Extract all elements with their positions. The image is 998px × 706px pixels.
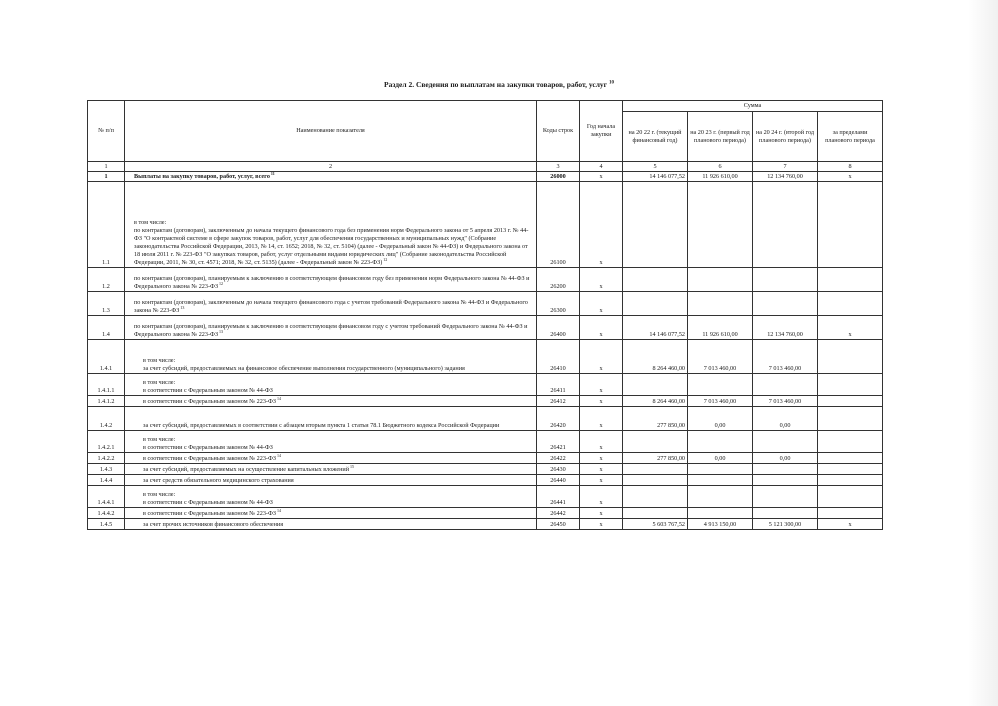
row-number-cell: 1.4.3 <box>88 464 125 475</box>
row-number-cell: 1.4.2.2 <box>88 453 125 464</box>
row-name-cell <box>125 475 537 486</box>
row-value-first-plan <box>688 508 753 519</box>
row-code-cell: 26430 <box>537 464 580 475</box>
table-row <box>88 519 883 530</box>
row-year-cell: x <box>580 292 623 316</box>
row-name-text: Выплаты на закупку товаров, работ, услуг, всего <box>134 173 270 180</box>
table-row <box>88 464 883 475</box>
section-title <box>0 80 998 89</box>
row-code-cell: 26412 <box>537 396 580 407</box>
row-value-beyond <box>818 464 883 475</box>
row-year-cell: x <box>580 374 623 396</box>
row-code-cell: 26000 <box>537 172 580 182</box>
row-name-text: в том числе: в соответствии с Федеральным законом № 44-ФЗ <box>143 491 273 506</box>
row-name-cell <box>125 340 537 374</box>
row-name-text: за счет средств обязательного медицинского страхования <box>143 477 294 484</box>
row-value-second-plan <box>753 464 818 475</box>
row-value-first-plan <box>688 182 753 268</box>
row-value-beyond <box>818 268 883 292</box>
row-value-second-plan <box>753 508 818 519</box>
row-name-text: в соответствии с Федеральным законом № 223-ФЗ <box>143 510 276 517</box>
row-year-cell: x <box>580 268 623 292</box>
table-row <box>88 475 883 486</box>
row-value-first-plan <box>688 475 753 486</box>
row-value-current: 8 264 460,00 <box>623 340 688 374</box>
row-value-beyond <box>818 486 883 508</box>
row-value-beyond <box>818 292 883 316</box>
row-name-text: за счет субсидий, предоставляемых в соответствии с абзацем вторым пункта 1 статьи 78.1 Бюджетного кодекса Российской Федерации <box>143 422 500 429</box>
page-edge-shadow <box>968 0 998 706</box>
row-value-second-plan: 12 134 760,00 <box>753 172 818 182</box>
row-value-current <box>623 182 688 268</box>
row-value-second-plan: 7 013 460,00 <box>753 340 818 374</box>
row-value-first-plan <box>688 486 753 508</box>
column-number-cell: 1 <box>88 162 125 172</box>
row-number-cell: 1.4.4.2 <box>88 508 125 519</box>
row-value-current: 5 603 767,52 <box>623 519 688 530</box>
table-row <box>88 396 883 407</box>
table-body <box>88 172 883 530</box>
row-value-current <box>623 374 688 396</box>
row-name-cell <box>125 519 537 530</box>
row-value-beyond: x <box>818 172 883 182</box>
row-name-text: за счет прочих источников финансового обеспечения <box>143 521 284 528</box>
row-footnote: 13 <box>218 328 224 334</box>
row-value-first-plan <box>688 464 753 475</box>
row-year-cell: x <box>580 508 623 519</box>
row-number-cell: 1.4.4 <box>88 475 125 486</box>
header-code: Коды строк <box>537 101 580 162</box>
row-value-current <box>623 508 688 519</box>
row-code-cell: 26300 <box>537 292 580 316</box>
row-year-cell: x <box>580 396 623 407</box>
row-value-first-plan <box>688 374 753 396</box>
row-number-cell: 1.4.1.2 <box>88 396 125 407</box>
row-name-text: по контрактам (договорам), планируемым к заключению в соответствующем финансовом году без применения норм Федерального закона № 44-ФЗ и Федерального закона № 223-ФЗ <box>134 275 530 290</box>
row-code-cell: 26200 <box>537 268 580 292</box>
row-value-first-plan: 4 913 150,00 <box>688 519 753 530</box>
row-code-cell: 26440 <box>537 475 580 486</box>
table-row <box>88 316 883 340</box>
table-row <box>88 268 883 292</box>
row-footnote: 11 <box>269 171 275 176</box>
header-year-second-plan: на 20 24 г. (второй год планового периода) <box>753 112 818 162</box>
row-year-cell: x <box>580 519 623 530</box>
header-year: Год начала закупки <box>580 101 623 162</box>
row-value-beyond <box>818 431 883 453</box>
row-number-cell: 1.4.1.1 <box>88 374 125 396</box>
row-value-first-plan <box>688 268 753 292</box>
row-value-second-plan: 0,00 <box>753 453 818 464</box>
row-number-cell: 1.3 <box>88 292 125 316</box>
row-code-cell: 26442 <box>537 508 580 519</box>
row-code-cell: 26450 <box>537 519 580 530</box>
table-row <box>88 182 883 268</box>
row-year-cell: x <box>580 172 623 182</box>
row-value-second-plan <box>753 486 818 508</box>
row-name-text: за счет субсидий, предоставляемых на осуществление капитальных вложений <box>143 466 350 473</box>
row-value-second-plan <box>753 475 818 486</box>
column-number-cell: 7 <box>753 162 818 172</box>
column-number-cell: 2 <box>125 162 537 172</box>
row-value-current <box>623 464 688 475</box>
row-value-first-plan <box>688 431 753 453</box>
row-name-cell <box>125 316 537 340</box>
row-code-cell: 26421 <box>537 431 580 453</box>
table-row <box>88 407 883 431</box>
row-name-text: по контрактам (договорам), заключенным до начала текущего финансового года с учетом требований Федерального закона № 44-ФЗ и Федерального закона № 223-ФЗ <box>134 299 528 314</box>
row-footnote: 12 <box>218 280 224 286</box>
row-number-cell: 1.4.2.1 <box>88 431 125 453</box>
row-name-cell <box>125 182 537 268</box>
row-name-text: в том числе: в соответствии с Федеральным законом № 44-ФЗ <box>143 379 273 394</box>
row-value-current: 8 264 460,00 <box>623 396 688 407</box>
row-year-cell: x <box>580 453 623 464</box>
row-name-text: в соответствии с Федеральным законом № 223-ФЗ <box>143 398 276 405</box>
header-num: № п/п <box>88 101 125 162</box>
row-value-second-plan <box>753 268 818 292</box>
row-name-cell <box>125 396 537 407</box>
row-number-cell: 1.2 <box>88 268 125 292</box>
row-name-cell <box>125 486 537 508</box>
section-title-footnote: 10 <box>608 80 614 86</box>
row-name-text: в том числе: в соответствии с Федеральным законом № 44-ФЗ <box>143 436 273 451</box>
row-code-cell: 26422 <box>537 453 580 464</box>
row-value-beyond <box>818 340 883 374</box>
row-value-current <box>623 431 688 453</box>
row-number-cell: 1.4 <box>88 316 125 340</box>
row-year-cell: x <box>580 486 623 508</box>
row-year-cell: x <box>580 316 623 340</box>
row-value-beyond <box>818 374 883 396</box>
row-name-text: в том числе: по контрактам (договорам), заключенным до начала текущего финансового года без применения норм Федерального закона от 5 апреля 2013 г. № 44-ФЗ "О контрактной системе в сфере закупок товаров, работ, услуг для обеспечения государственных и муниципальных нужд" (Собрание законодательства Российской Федерации, 2013, № 14, ст. 1652; 2018, № 32, ст. 5104) (далее - Федеральный закон № 44-ФЗ) и Федерального закона от 18 июля 2011 г. № 223-ФЗ "О закупках товаров, работ, услуг отдельными видами юридических лиц" (Собрание законодательства Российской Федерации, 2011, № 30, ст. 4571; 2018, № 32, ст. 5135) (далее - Федеральный закон № 223-ФЗ) <box>134 219 529 266</box>
row-year-cell: x <box>580 431 623 453</box>
row-footnote: 14 <box>275 507 281 513</box>
row-name-cell <box>125 268 537 292</box>
row-footnote: 12 <box>382 256 388 262</box>
row-code-cell: 26100 <box>537 182 580 268</box>
column-numbers-row <box>88 162 883 172</box>
row-code-cell: 26410 <box>537 340 580 374</box>
row-footnote: 14 <box>275 452 281 458</box>
row-name-text: в том числе: за счет субсидий, предоставляемых на финансовое обеспечение выполнения государственного (муниципального) задания <box>143 357 465 372</box>
row-value-current: 14 146 077,52 <box>623 316 688 340</box>
payments-table <box>87 100 883 530</box>
row-footnote: 14 <box>275 395 281 401</box>
table-row <box>88 172 883 182</box>
row-number-cell: 1.4.2 <box>88 407 125 431</box>
row-value-current <box>623 268 688 292</box>
row-value-second-plan <box>753 431 818 453</box>
column-number-cell: 8 <box>818 162 883 172</box>
row-code-cell: 26420 <box>537 407 580 431</box>
table-row <box>88 374 883 396</box>
row-footnote: 15 <box>349 463 355 469</box>
row-value-current <box>623 475 688 486</box>
row-name-cell <box>125 464 537 475</box>
row-value-second-plan <box>753 292 818 316</box>
row-value-current: 277 850,00 <box>623 407 688 431</box>
row-code-cell: 26411 <box>537 374 580 396</box>
column-number-cell: 4 <box>580 162 623 172</box>
row-name-cell <box>125 508 537 519</box>
row-name-cell <box>125 172 537 182</box>
table-row <box>88 431 883 453</box>
row-value-current <box>623 486 688 508</box>
row-value-first-plan: 11 926 610,00 <box>688 172 753 182</box>
table-row <box>88 508 883 519</box>
row-value-first-plan: 7 013 460,00 <box>688 340 753 374</box>
row-value-second-plan: 7 013 460,00 <box>753 396 818 407</box>
row-value-first-plan: 0,00 <box>688 407 753 431</box>
row-value-second-plan: 12 134 760,00 <box>753 316 818 340</box>
row-code-cell: 26400 <box>537 316 580 340</box>
row-value-beyond <box>818 396 883 407</box>
column-number-cell: 3 <box>537 162 580 172</box>
row-value-current: 277 850,00 <box>623 453 688 464</box>
header-name: Наименование показателя <box>125 101 537 162</box>
row-name-text: по контрактам (договорам), планируемым к заключению в соответствующем финансовом году с учетом требований Федерального закона № 44-ФЗ и Федерального закона № 223-ФЗ <box>134 323 528 338</box>
row-value-second-plan: 5 121 300,00 <box>753 519 818 530</box>
row-name-cell <box>125 453 537 464</box>
column-number-cell: 6 <box>688 162 753 172</box>
row-year-cell: x <box>580 407 623 431</box>
row-number-cell: 1.4.1 <box>88 340 125 374</box>
row-number-cell: 1 <box>88 172 125 182</box>
row-number-cell: 1.1 <box>88 182 125 268</box>
row-value-second-plan: 0,00 <box>753 407 818 431</box>
row-value-first-plan: 11 926 610,00 <box>688 316 753 340</box>
row-number-cell: 1.4.4.1 <box>88 486 125 508</box>
header-year-first-plan: на 20 23 г. (первый год планового периода) <box>688 112 753 162</box>
column-number-cell: 5 <box>623 162 688 172</box>
row-value-first-plan: 0,00 <box>688 453 753 464</box>
row-name-cell <box>125 292 537 316</box>
header-sum: Сумма <box>623 101 883 112</box>
row-value-second-plan <box>753 374 818 396</box>
row-year-cell: x <box>580 182 623 268</box>
row-value-beyond <box>818 407 883 431</box>
row-year-cell: x <box>580 464 623 475</box>
row-value-beyond <box>818 508 883 519</box>
row-value-beyond <box>818 453 883 464</box>
header-beyond-plan: за пределами планового периода <box>818 112 883 162</box>
row-value-current: 14 146 077,52 <box>623 172 688 182</box>
row-value-first-plan: 7 013 460,00 <box>688 396 753 407</box>
header-year-current: на 20 22 г. (текущий финансовый год) <box>623 112 688 162</box>
row-name-cell <box>125 431 537 453</box>
table-row <box>88 453 883 464</box>
table-row <box>88 292 883 316</box>
table-row <box>88 340 883 374</box>
row-number-cell: 1.4.5 <box>88 519 125 530</box>
row-value-first-plan <box>688 292 753 316</box>
row-name-text: в соответствии с Федеральным законом № 223-ФЗ <box>143 455 276 462</box>
table-row <box>88 486 883 508</box>
row-year-cell: x <box>580 340 623 374</box>
row-name-cell <box>125 374 537 396</box>
row-value-beyond: x <box>818 519 883 530</box>
row-code-cell: 26441 <box>537 486 580 508</box>
row-value-beyond: x <box>818 316 883 340</box>
table-header <box>88 101 883 172</box>
row-value-beyond <box>818 182 883 268</box>
section-title-text: Раздел 2. Сведения по выплатам на закупки товаров, работ, услуг <box>384 80 608 89</box>
row-value-beyond <box>818 475 883 486</box>
row-value-current <box>623 292 688 316</box>
row-name-cell <box>125 407 537 431</box>
row-value-second-plan <box>753 182 818 268</box>
row-year-cell: x <box>580 475 623 486</box>
row-footnote: 13 <box>179 304 185 310</box>
